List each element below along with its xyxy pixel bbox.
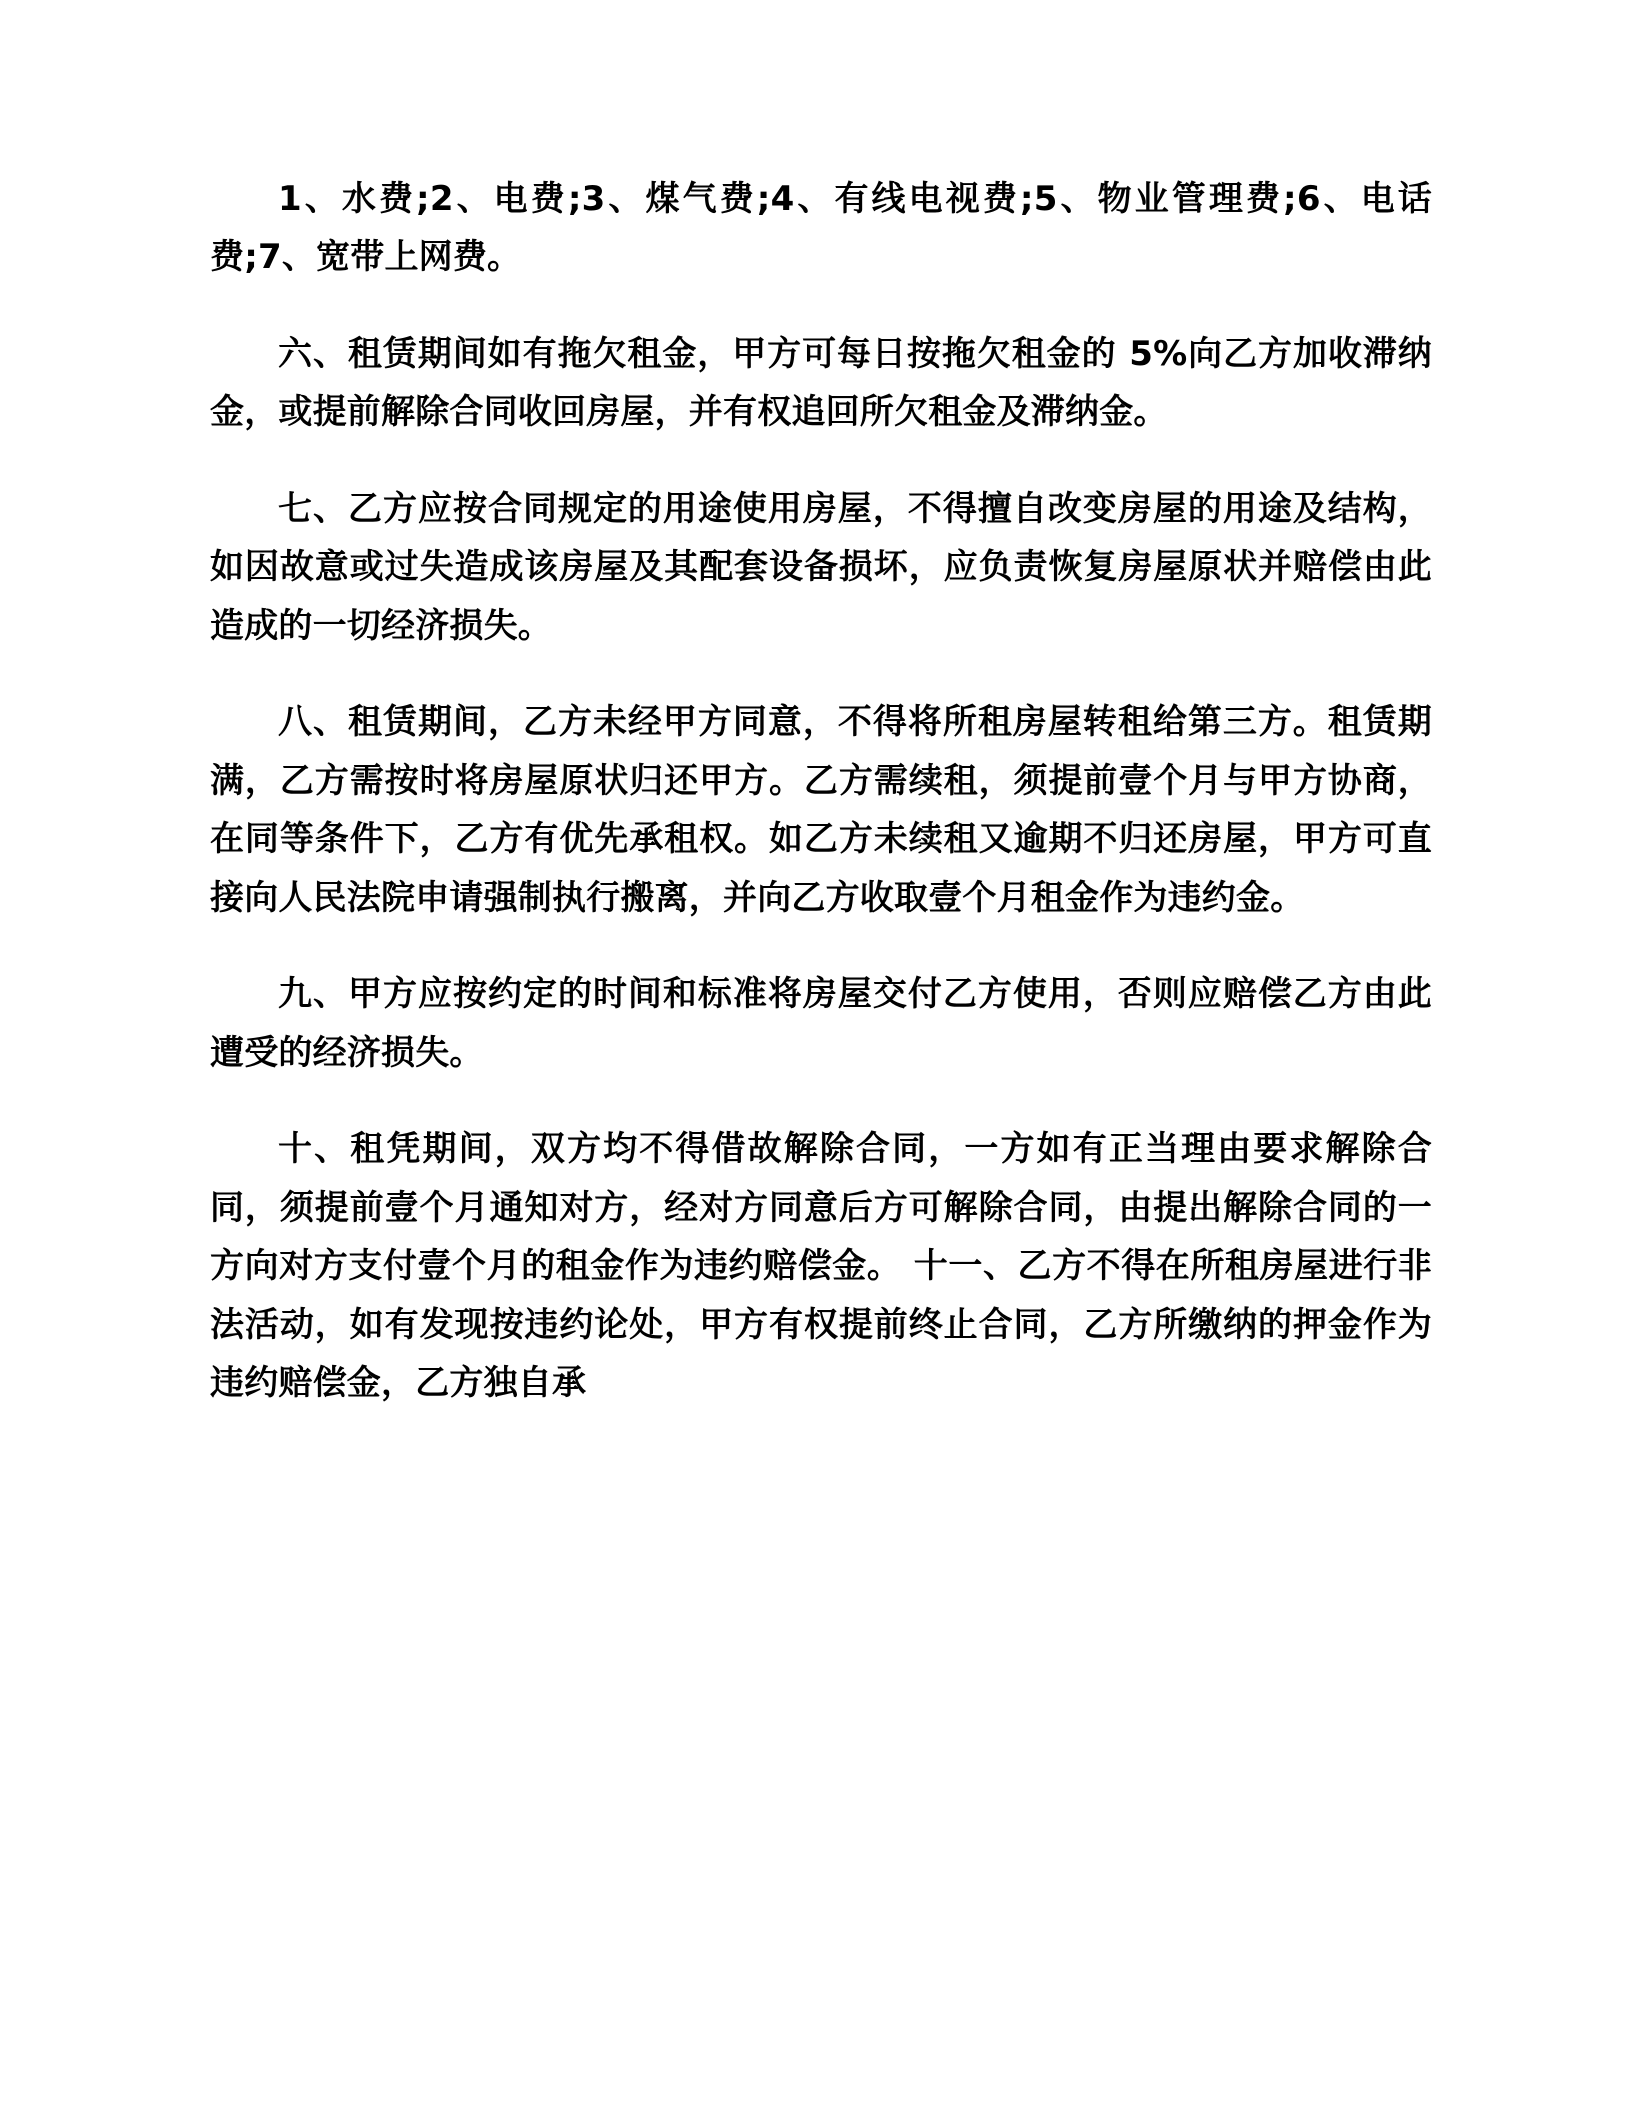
paragraph-clause-nine: 九、甲方应按约定的时间和标准将房屋交付乙方使用，否则应赔偿乙方由此遭受的经济损失。: [210, 974, 1432, 1073]
paragraph-clause-six: 六、租赁期间如有拖欠租金，甲方可每日按拖欠租金的 5%向乙方加收滞纳金，或提前解除合同收回房屋，并有权追回所欠租金及滞纳金。: [210, 333, 1432, 433]
paragraph-clause-eight: 八、租赁期间，乙方未经甲方同意，不得将所租房屋转租给第三方。租赁期满，乙方需按时将房屋原状归还甲方。乙方需续租，须提前壹个月与甲方协商，在同等条件下，乙方有优先承租权。如乙方未续租又逾期不归还房屋，甲方可直接向人民法院申请强制执行搬离，并向乙方收取壹个月租金作为违约金。: [210, 702, 1432, 918]
paragraph-clause-seven: 七、乙方应按合同规定的用途使用房屋，不得擅自改变房屋的用途及结构，如因故意或过失造成该房屋及其配套设备损坏，应负责恢复房屋原状并赔偿由此造成的一切经济损失。: [210, 488, 1432, 646]
paragraph-utilities-list: 1、水费;2、电费;3、煤气费;4、有线电视费;5、物业管理费;6、电话费;7、宽带上网费。: [210, 179, 1432, 278]
paragraph-clause-ten-eleven: 十、租凭期间，双方均不得借故解除合同，一方如有正当理由要求解除合同，须提前壹个月通知对方，经对方同意后方可解除合同，由提出解除合同的一方向对方支付壹个月的租金作为违约赔偿金。 十一、乙方不得在所租房屋进行非法活动，如有发现按违约论处，甲方有权提前终止合同，乙方所缴纳的押金作为违约赔偿金，乙方独自承: [210, 1129, 1432, 1403]
document-body: [210, 170, 1432, 1412]
